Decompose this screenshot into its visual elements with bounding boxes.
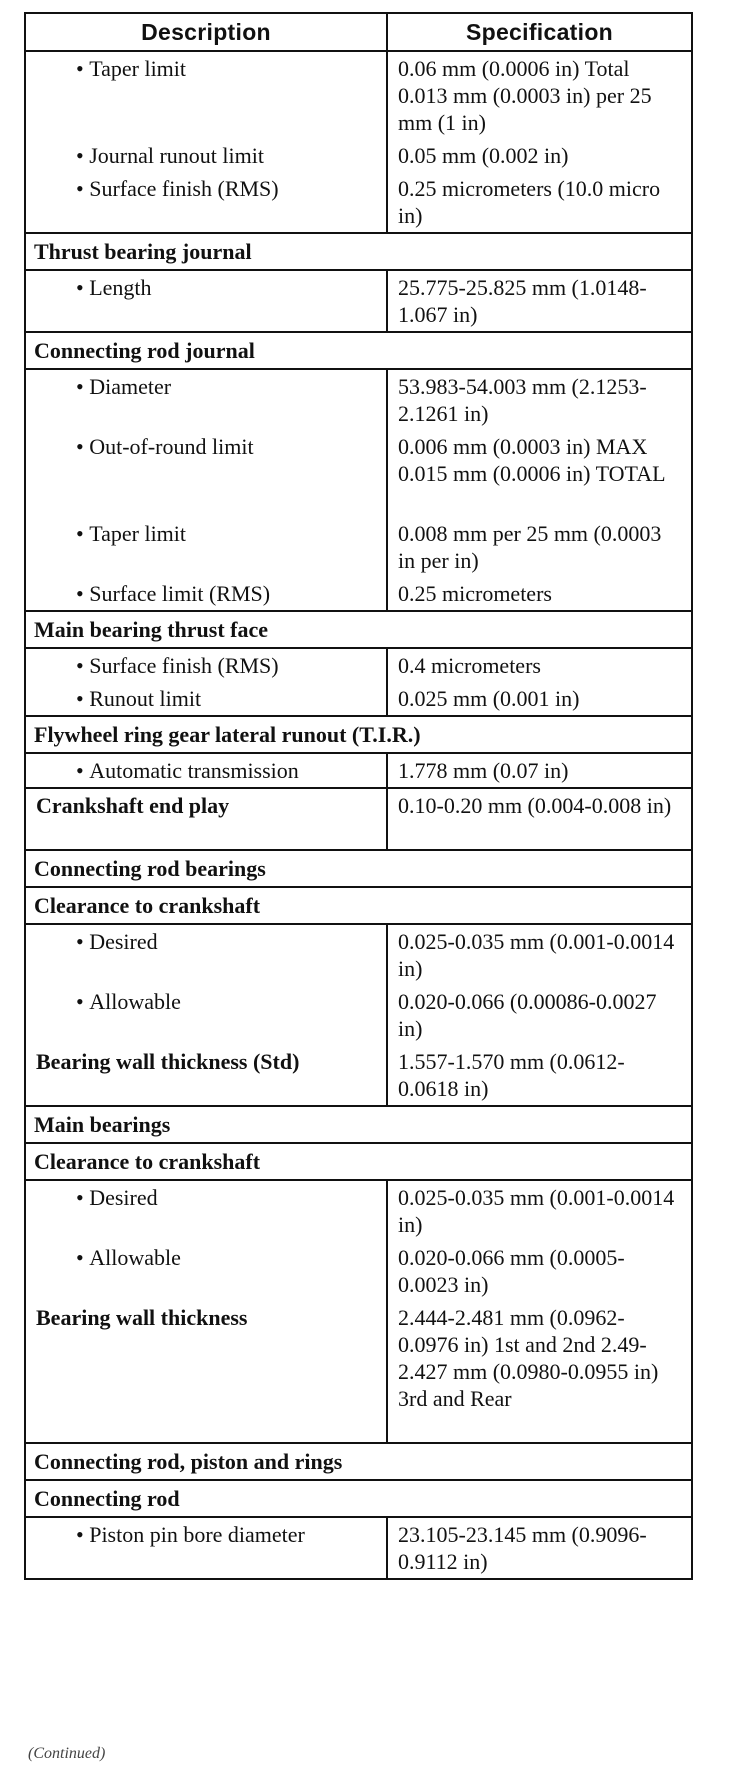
description-text: • Allowable — [26, 1241, 386, 1301]
section-row — [25, 332, 692, 369]
description-text: • Desired — [26, 925, 386, 985]
description-text: Crankshaft end play — [36, 793, 230, 818]
section-row — [25, 1106, 692, 1143]
section-heading: Main bearings — [25, 1106, 692, 1143]
section-row — [25, 1443, 692, 1480]
table-row — [25, 753, 692, 788]
specification-text: 0.025-0.035 mm (0.001-0.0014 in) — [398, 929, 675, 981]
description-text: • Surface limit (RMS) — [26, 577, 386, 610]
specification-cell — [387, 270, 692, 332]
description-text: Bearing wall thickness (Std) — [36, 1049, 300, 1074]
section-row — [25, 611, 692, 648]
description-text: • Taper limit — [26, 517, 386, 577]
specification-table — [24, 12, 693, 1580]
description-text: • Diameter — [26, 370, 386, 430]
section-row — [25, 850, 692, 887]
specification-text: 0.025-0.035 mm (0.001-0.0014 in) — [398, 1185, 675, 1237]
description-cell — [25, 270, 387, 332]
specification-column-header: Specification — [387, 13, 692, 51]
description-cell — [25, 648, 387, 716]
description-column-header: Description — [25, 13, 387, 51]
description-cell — [25, 51, 387, 233]
description-text: • Out-of-round limit — [26, 430, 386, 517]
table-row — [25, 788, 692, 850]
specification-cell — [387, 753, 692, 788]
continued-note: (Continued) — [28, 1745, 106, 1762]
section-row — [25, 716, 692, 753]
table-header-row — [25, 13, 692, 51]
specification-cell — [387, 51, 692, 233]
description-text: • Allowable — [26, 985, 386, 1045]
table-row — [25, 1517, 692, 1579]
specification-cell — [387, 648, 692, 716]
specification-cell — [387, 788, 692, 850]
section-heading: Main bearing thrust face — [25, 611, 692, 648]
section-row — [25, 233, 692, 270]
specification-text: 0.25 micrometers — [398, 581, 552, 606]
specification-text: 0.020-0.066 mm (0.0005-0.0023 in) — [398, 1245, 625, 1297]
specification-cell — [387, 1180, 692, 1443]
description-cell — [25, 924, 387, 1106]
specification-text: 1.557-1.570 mm (0.0612-0.0618 in) — [398, 1049, 625, 1101]
section-heading: Connecting rod bearings — [25, 850, 692, 887]
section-row — [25, 1143, 692, 1180]
specification-cell — [387, 369, 692, 611]
section-heading: Clearance to crankshaft — [25, 1143, 692, 1180]
description-text: • Taper limit — [26, 52, 386, 139]
table-row — [25, 924, 692, 1106]
section-heading: Connecting rod journal — [25, 332, 692, 369]
specification-cell — [387, 1517, 692, 1579]
description-text: • Length — [26, 271, 386, 331]
specification-text: 2.444-2.481 mm (0.0962-0.0976 in) 1st and 2nd 2.49-2.427 mm (0.0980-0.0955 in) 3rd and Rear — [398, 1305, 659, 1411]
description-text: • Desired — [26, 1181, 386, 1241]
specification-text: 0.4 micrometers — [398, 653, 541, 678]
table-row — [25, 270, 692, 332]
specification-text: 0.06 mm (0.0006 in) Total 0.013 mm (0.0003 in) per 25 mm (1 in) — [398, 56, 652, 135]
specification-text: 0.020-0.066 (0.00086-0.0027 in) — [398, 989, 657, 1041]
table-body — [25, 51, 692, 1579]
specification-text: 25.775-25.825 mm (1.0148-1.067 in) — [398, 275, 647, 327]
table-row — [25, 51, 692, 233]
specification-text: 0.006 mm (0.0003 in) MAX 0.015 mm (0.0006 in) TOTAL — [398, 434, 666, 486]
specification-text: 23.105-23.145 mm (0.9096-0.9112 in) — [398, 1522, 647, 1574]
section-row — [25, 1480, 692, 1517]
description-text: • Surface finish (RMS) — [26, 649, 386, 682]
description-cell — [25, 753, 387, 788]
table-row — [25, 648, 692, 716]
description-text: • Automatic transmission — [26, 754, 386, 787]
specification-text: 0.025 mm (0.001 in) — [398, 686, 580, 711]
section-heading: Clearance to crankshaft — [25, 887, 692, 924]
specification-text: 53.983-54.003 mm (2.1253-2.1261 in) — [398, 374, 647, 426]
table-row — [25, 1180, 692, 1443]
description-text: • Piston pin bore diameter — [26, 1518, 386, 1578]
section-heading: Flywheel ring gear lateral runout (T.I.R.) — [25, 716, 692, 753]
specification-text: 0.10-0.20 mm (0.004-0.008 in) — [398, 793, 672, 818]
specification-text: 0.25 micrometers (10.0 micro in) — [398, 176, 661, 228]
specification-text: 0.05 mm (0.002 in) — [398, 143, 569, 168]
description-cell — [25, 369, 387, 611]
description-cell — [25, 1517, 387, 1579]
section-row — [25, 887, 692, 924]
table-row — [25, 369, 692, 611]
specification-text: 0.008 mm per 25 mm (0.0003 in per in) — [398, 521, 662, 573]
section-heading: Thrust bearing journal — [25, 233, 692, 270]
description-cell — [25, 788, 387, 850]
section-heading: Connecting rod — [25, 1480, 692, 1517]
section-heading: Connecting rod, piston and rings — [25, 1443, 692, 1480]
description-text: • Surface finish (RMS) — [26, 172, 386, 232]
description-cell — [25, 1180, 387, 1443]
specification-text: 1.778 mm (0.07 in) — [398, 758, 569, 783]
description-text: • Runout limit — [26, 682, 386, 715]
description-text: • Journal runout limit — [26, 139, 386, 172]
description-text: Bearing wall thickness — [36, 1305, 248, 1330]
specification-cell — [387, 924, 692, 1106]
